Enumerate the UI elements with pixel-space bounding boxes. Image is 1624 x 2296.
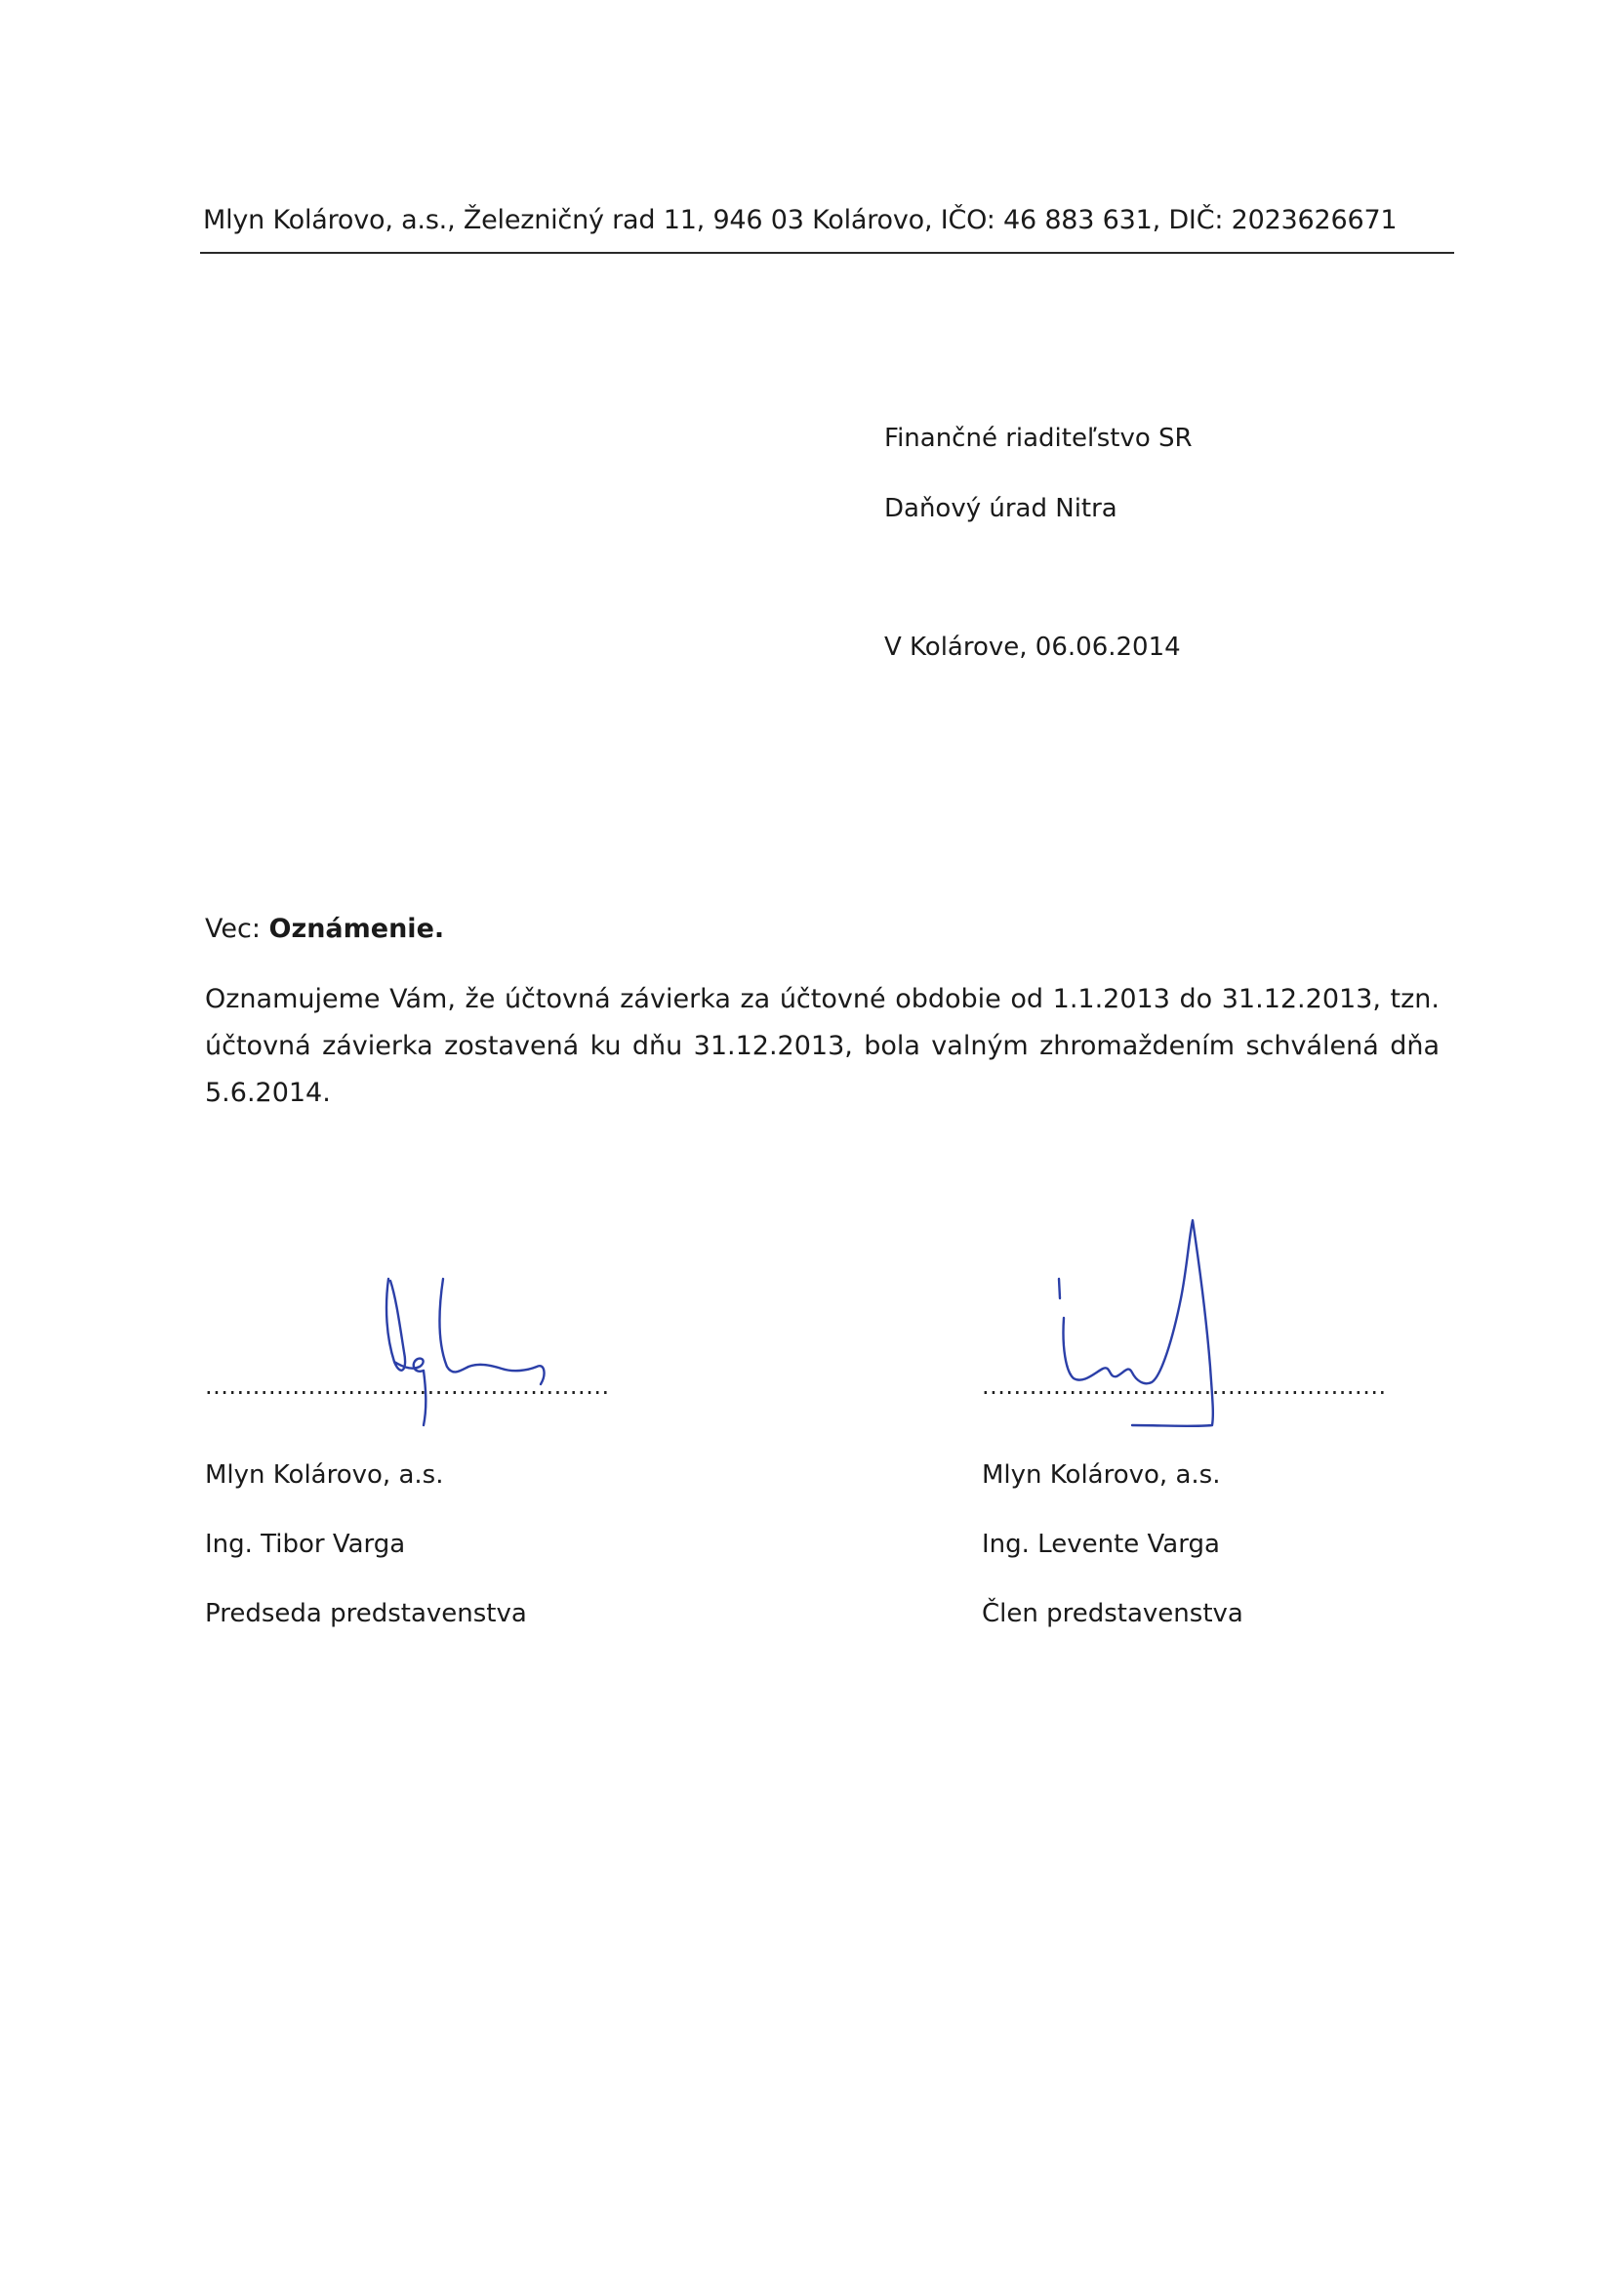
- subject-prefix: Vec:: [205, 914, 261, 944]
- signature-right-dotted-line: ...................................................: [982, 1373, 1387, 1400]
- body-paragraph: Oznamujeme Vám, že účtovná závierka za účtovné obdobie od 1.1.2013 do 31.12.2013, tzn. účtovná závierka zostavená ku dňu 31.12.2013, bola valným zhromaždením schválená dňa 5.6.2014.: [205, 984, 1440, 1108]
- letterhead-company-line: Mlyn Kolárovo, a.s., Železničný rad 11, 946 03 Kolárovo, IČO: 46 883 631, DIČ: 2023626671: [203, 205, 1398, 235]
- letterhead-divider: [200, 252, 1454, 254]
- signature-left-dotted-line: ...................................................: [205, 1373, 610, 1400]
- signature-right-block: [982, 1441, 1243, 1649]
- letter-date: V Kolárove, 06.06.2014: [884, 633, 1181, 662]
- signature-left-name: Ing. Tibor Varga: [205, 1530, 406, 1559]
- recipient-line-1: Finančné riaditeľstvo SR: [884, 424, 1193, 453]
- signature-right-image: [1035, 1201, 1269, 1435]
- subject-line: [205, 914, 444, 944]
- signature-left-image: [381, 1269, 586, 1445]
- signature-left-role: Predseda predstavenstva: [205, 1599, 527, 1628]
- signature-right-name: Ing. Levente Varga: [982, 1530, 1220, 1559]
- signature-left-company: Mlyn Kolárovo, a.s.: [205, 1460, 444, 1490]
- signature-left-block: [205, 1441, 527, 1649]
- signature-right-company: Mlyn Kolárovo, a.s.: [982, 1460, 1221, 1490]
- subject-title: Oznámenie.: [268, 914, 445, 944]
- recipient-line-2: Daňový úrad Nitra: [884, 494, 1117, 523]
- signature-right-role: Člen predstavenstva: [982, 1599, 1243, 1628]
